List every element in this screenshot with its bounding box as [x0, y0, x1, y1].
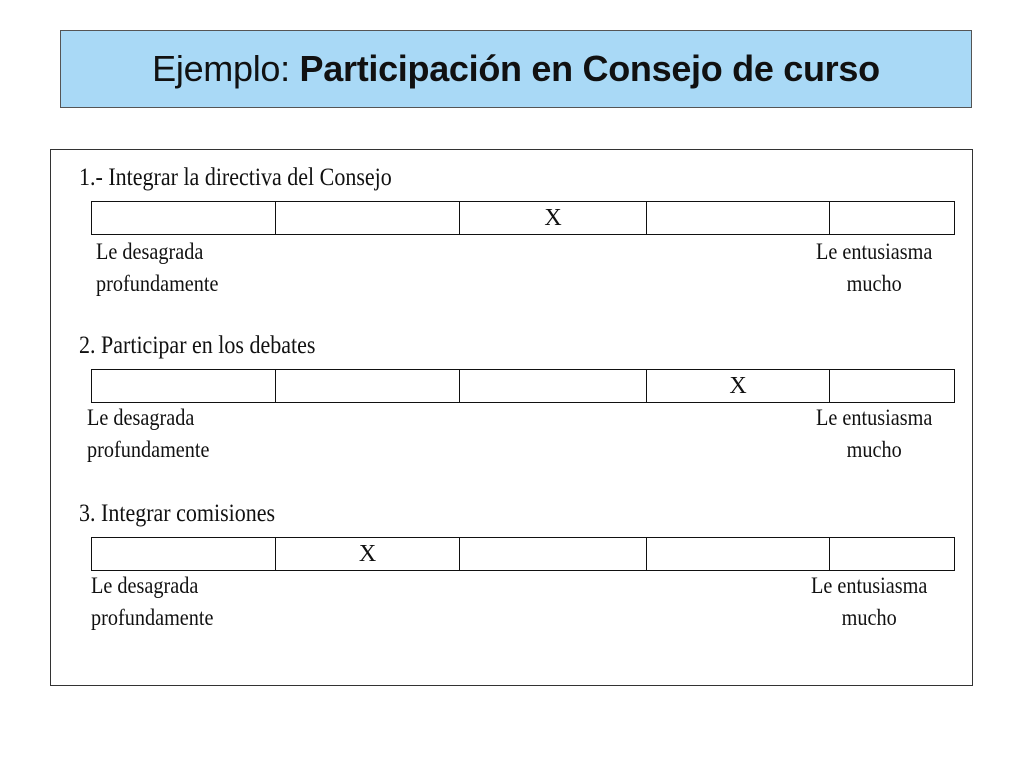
scale-cell-1[interactable]: [92, 202, 276, 234]
scale-cell-2[interactable]: [276, 538, 460, 570]
anchor-line-1: Le desagrada: [96, 239, 204, 264]
scale-cell-5[interactable]: [830, 202, 956, 234]
right-anchor-label: [816, 402, 932, 466]
anchor-line-1: Le entusiasma: [811, 573, 928, 598]
scale-cell-5[interactable]: [830, 538, 956, 570]
scale-cell-1[interactable]: [92, 538, 276, 570]
anchor-line-1: Le entusiasma: [816, 405, 933, 430]
scale-cell-4[interactable]: [647, 202, 830, 234]
scale-cell-3[interactable]: [460, 202, 647, 234]
question-3: 3. Integrar comisiones: [79, 500, 276, 527]
x-mark: X: [358, 540, 377, 567]
survey-panel: [50, 149, 973, 686]
anchor-line-2: mucho: [846, 437, 902, 462]
scale-cell-5[interactable]: [830, 370, 956, 402]
anchor-line-1: Le desagrada: [87, 405, 195, 430]
rating-scale-2: [91, 369, 955, 403]
x-mark: X: [544, 204, 562, 231]
question-2: 2. Participar en los debates: [79, 332, 316, 359]
anchor-line-1: Le desagrada: [91, 573, 199, 598]
slide-title: [152, 48, 880, 90]
right-anchor-label: [811, 570, 927, 634]
left-anchor-label: [91, 570, 214, 634]
left-anchor-label: [96, 236, 219, 300]
anchor-line-1: Le entusiasma: [816, 239, 933, 264]
scale-cell-4[interactable]: [647, 538, 830, 570]
question-1: 1.- Integrar la directiva del Consejo: [79, 164, 392, 191]
title-main: Participación en Consejo de curso: [299, 48, 880, 89]
x-mark: X: [729, 372, 747, 399]
right-anchor-label: [816, 236, 932, 300]
anchor-line-2: mucho: [846, 271, 902, 296]
scale-cell-4[interactable]: [647, 370, 830, 402]
title-prefix: Ejemplo:: [152, 48, 300, 89]
scale-cell-2[interactable]: [276, 202, 460, 234]
scale-cell-2[interactable]: [276, 370, 460, 402]
anchor-line-2: profundamente: [87, 437, 210, 462]
rating-scale-3: [91, 537, 955, 571]
scale-cell-3[interactable]: [460, 370, 647, 402]
anchor-line-2: mucho: [841, 605, 897, 630]
scale-cell-1[interactable]: [92, 370, 276, 402]
left-anchor-label: [87, 402, 210, 466]
scale-cell-3[interactable]: [460, 538, 647, 570]
anchor-line-2: profundamente: [96, 271, 219, 296]
anchor-line-2: profundamente: [91, 605, 214, 630]
title-box: [60, 30, 972, 108]
rating-scale-1: [91, 201, 955, 235]
